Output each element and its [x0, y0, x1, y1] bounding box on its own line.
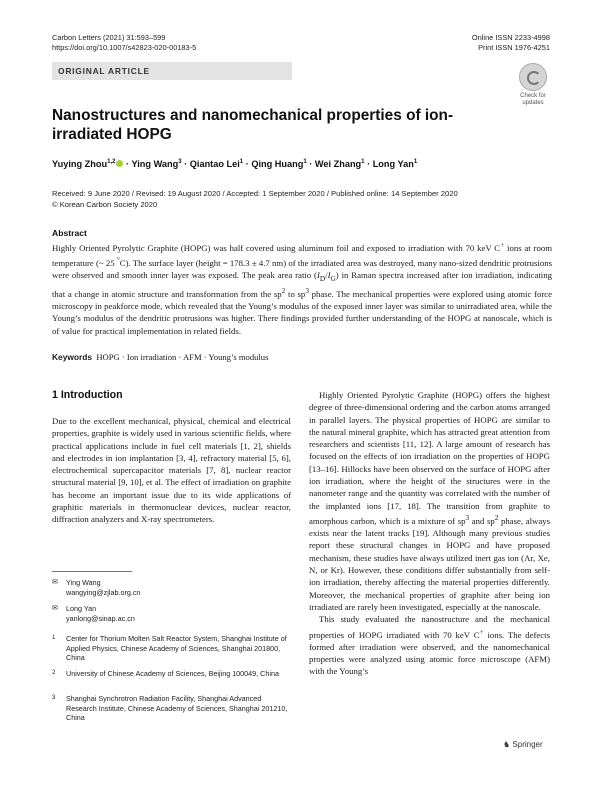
journal-citation: Carbon Letters (2021) 31:593–599 https://doi.org/10.1007/s42823-020-00183-5 — [52, 33, 197, 52]
keywords-label: Keywords — [52, 352, 93, 362]
abstract-heading: Abstract — [52, 228, 87, 238]
author-name: Ying Wang — [131, 159, 179, 170]
publication-dates: Received: 9 June 2020 / Revised: 19 August 2020 / Accepted: 1 September 2020 / Published online: 14 September 2020 © Korean Carbon Society 2020 — [52, 189, 458, 209]
author-name: Qiantao Lei — [189, 159, 240, 170]
corresponding-author-2: ✉ Long Yan yanlong@sinap.ac.cn — [52, 604, 291, 623]
article-type-banner: ORIGINAL ARTICLE — [52, 62, 292, 80]
issn-block: Online ISSN 2233-4998 Print ISSN 1976-4251 — [471, 33, 550, 52]
author-name: Yuying Zhou — [52, 159, 108, 170]
email-link[interactable]: wangying@zjlab.org.cn — [66, 587, 141, 597]
author-name: Wei Zhang — [314, 159, 362, 170]
doi-link[interactable]: https://doi.org/10.1007/s42823-020-00183-5 — [52, 43, 197, 52]
publisher-logo: ♞ Springer — [503, 740, 543, 749]
check-updates-icon — [519, 63, 547, 91]
section-heading-introduction: 1 Introduction — [52, 389, 123, 401]
copyright-line: © Korean Carbon Society 2020 — [52, 199, 158, 209]
keywords-line — [52, 351, 268, 363]
orcid-icon[interactable] — [116, 160, 123, 167]
abstract-text: Highly Oriented Pyrolytic Graphite (HOPG) was half covered using aluminum foil and exposed to irradiation with 70 keV C+ ions at room temperature (~ 25 °C). The surface layer (height = 178.3 ± 4.7 nm) of the irradiated area was destroyed, many nano-sized dendritic protrusions were observed and smooth inner layer was exposed. The peak area ratio $(I_D/I_G)$ in Raman spectra increased after ion irradiation, indicating that a change in atomic structure and transformation from the $sp^2$ to $sp^3$ phase. The mechanical properties were explored using atomic force microscopy in peakforce mode, which revealed that the Young’s modulus of the exposed inner layer was similar to unirradiated area, while the Young’s modulus of the dendritic protrusions was higher. There findings provided further understanding of the HOPG at nanoscale, which is of value for practical implementation in related fields. — [52, 241, 553, 336]
envelope-icon: ✉ — [52, 579, 58, 586]
keywords-list: HOPG · Ion irradiation · AFM · Young’s modulus — [96, 352, 269, 362]
affiliation-1: 1 Center for Thorium Molten Salt Reactor System, Shanghai Institute of Applied Physics, Chinese Academy of Sciences, Shanghai 201800, China — [52, 634, 287, 663]
left-column — [52, 415, 291, 526]
intro-paragraph-2: Highly Oriented Pyrolytic Graphite (HOPG) offers the highest degree of three-dimensional ordering and the carbon atoms arranged in parallel layers. The physical properties of HOPG are similar to the natural mineral graphite, which has attracted great attention from researchers and scientists [11, 12]. A large amount of research has focused on the effects of ion irradiation on the properties of HOPG [13–16]. Hillocks have been observed on the surface of HOPG after ion irradiation, where the height of the structures were in the nanometer range and the quantity was correlated with the number of the implanted ions [17, 18]. The transition from graphite to amorphous carbon, which is a mixture of $sp^3$ and $sp^2$ phase, always exists near the latent tracks [19]. Although many previous studies report these structural changes in HOPG and have proposed mechanism, these studies have always utilized inert gas ion (Ar, Xe, N, or Kr). However, these conditions differ substantially from self-ion irradiation, thereby affecting the material properties differently. Moreover, the mechanical properties of graphite after being ion irradiated are rarely been investigated, especially at the nanoscale. — [309, 390, 550, 612]
affiliation-2: 2 University of Chinese Academy of Sciences, Beijing 100049, China — [52, 669, 279, 678]
springer-horse-icon: ♞ — [503, 740, 511, 749]
author-name: Long Yan — [372, 159, 414, 170]
author-name: Qing Huang — [251, 159, 304, 170]
author-list: Yuying Zhou$^{1,2}$ · Ying Wang$^3$ · Qiantao Lei$^1$ · Qing Huang$^1$ · Wei Zhang$^1$ · Long Yan$^1$ — [52, 159, 418, 170]
intro-paragraph-1: Due to the excellent mechanical, physical, chemical and electrical properties, graphite is widely used in various scientific fields, where practical applications include in fuel cell materials [1, 2], shields and electrodes in ion implantation [3, 4], refractory material [5, 6], electrochemical supercapacitor materials [7, 8], nuclear reactor structural material [9, 10], et al. The effect of irradiation on graphite has become an important issue due to its wide applications of graphitic materials in thermonuclear devices, nuclear reactor, diffraction analyzers and X-ray spectrometers. — [52, 416, 291, 525]
footnote-divider — [52, 571, 132, 572]
email-link[interactable]: yanlong@sinap.ac.cn — [66, 613, 135, 623]
intro-paragraph-3: This study evaluated the nanostructure and the mechanical properties of HOPG irradiated with 70 keV C+ ions. The defects formed after irradiation were observed, and the nanomechanical properties were analyzed using atomic force microscope (AFM) with the Young’s — [309, 614, 550, 677]
check-for-updates-badge[interactable]: Check for updates — [513, 63, 553, 107]
right-column — [309, 389, 550, 678]
affiliation-3: 3 Shanghai Synchrotron Radiation Facility, Shanghai Advanced Research Institute, Chinese Academy of Sciences, Shanghai 201210, China — [52, 694, 288, 723]
article-title: Nanostructures and nanomechanical properties of ion-irradiated HOPG — [52, 107, 454, 143]
corresponding-author-1: ✉ Ying Wang wangying@zjlab.org.cn — [52, 578, 291, 597]
envelope-icon: ✉ — [52, 605, 58, 612]
